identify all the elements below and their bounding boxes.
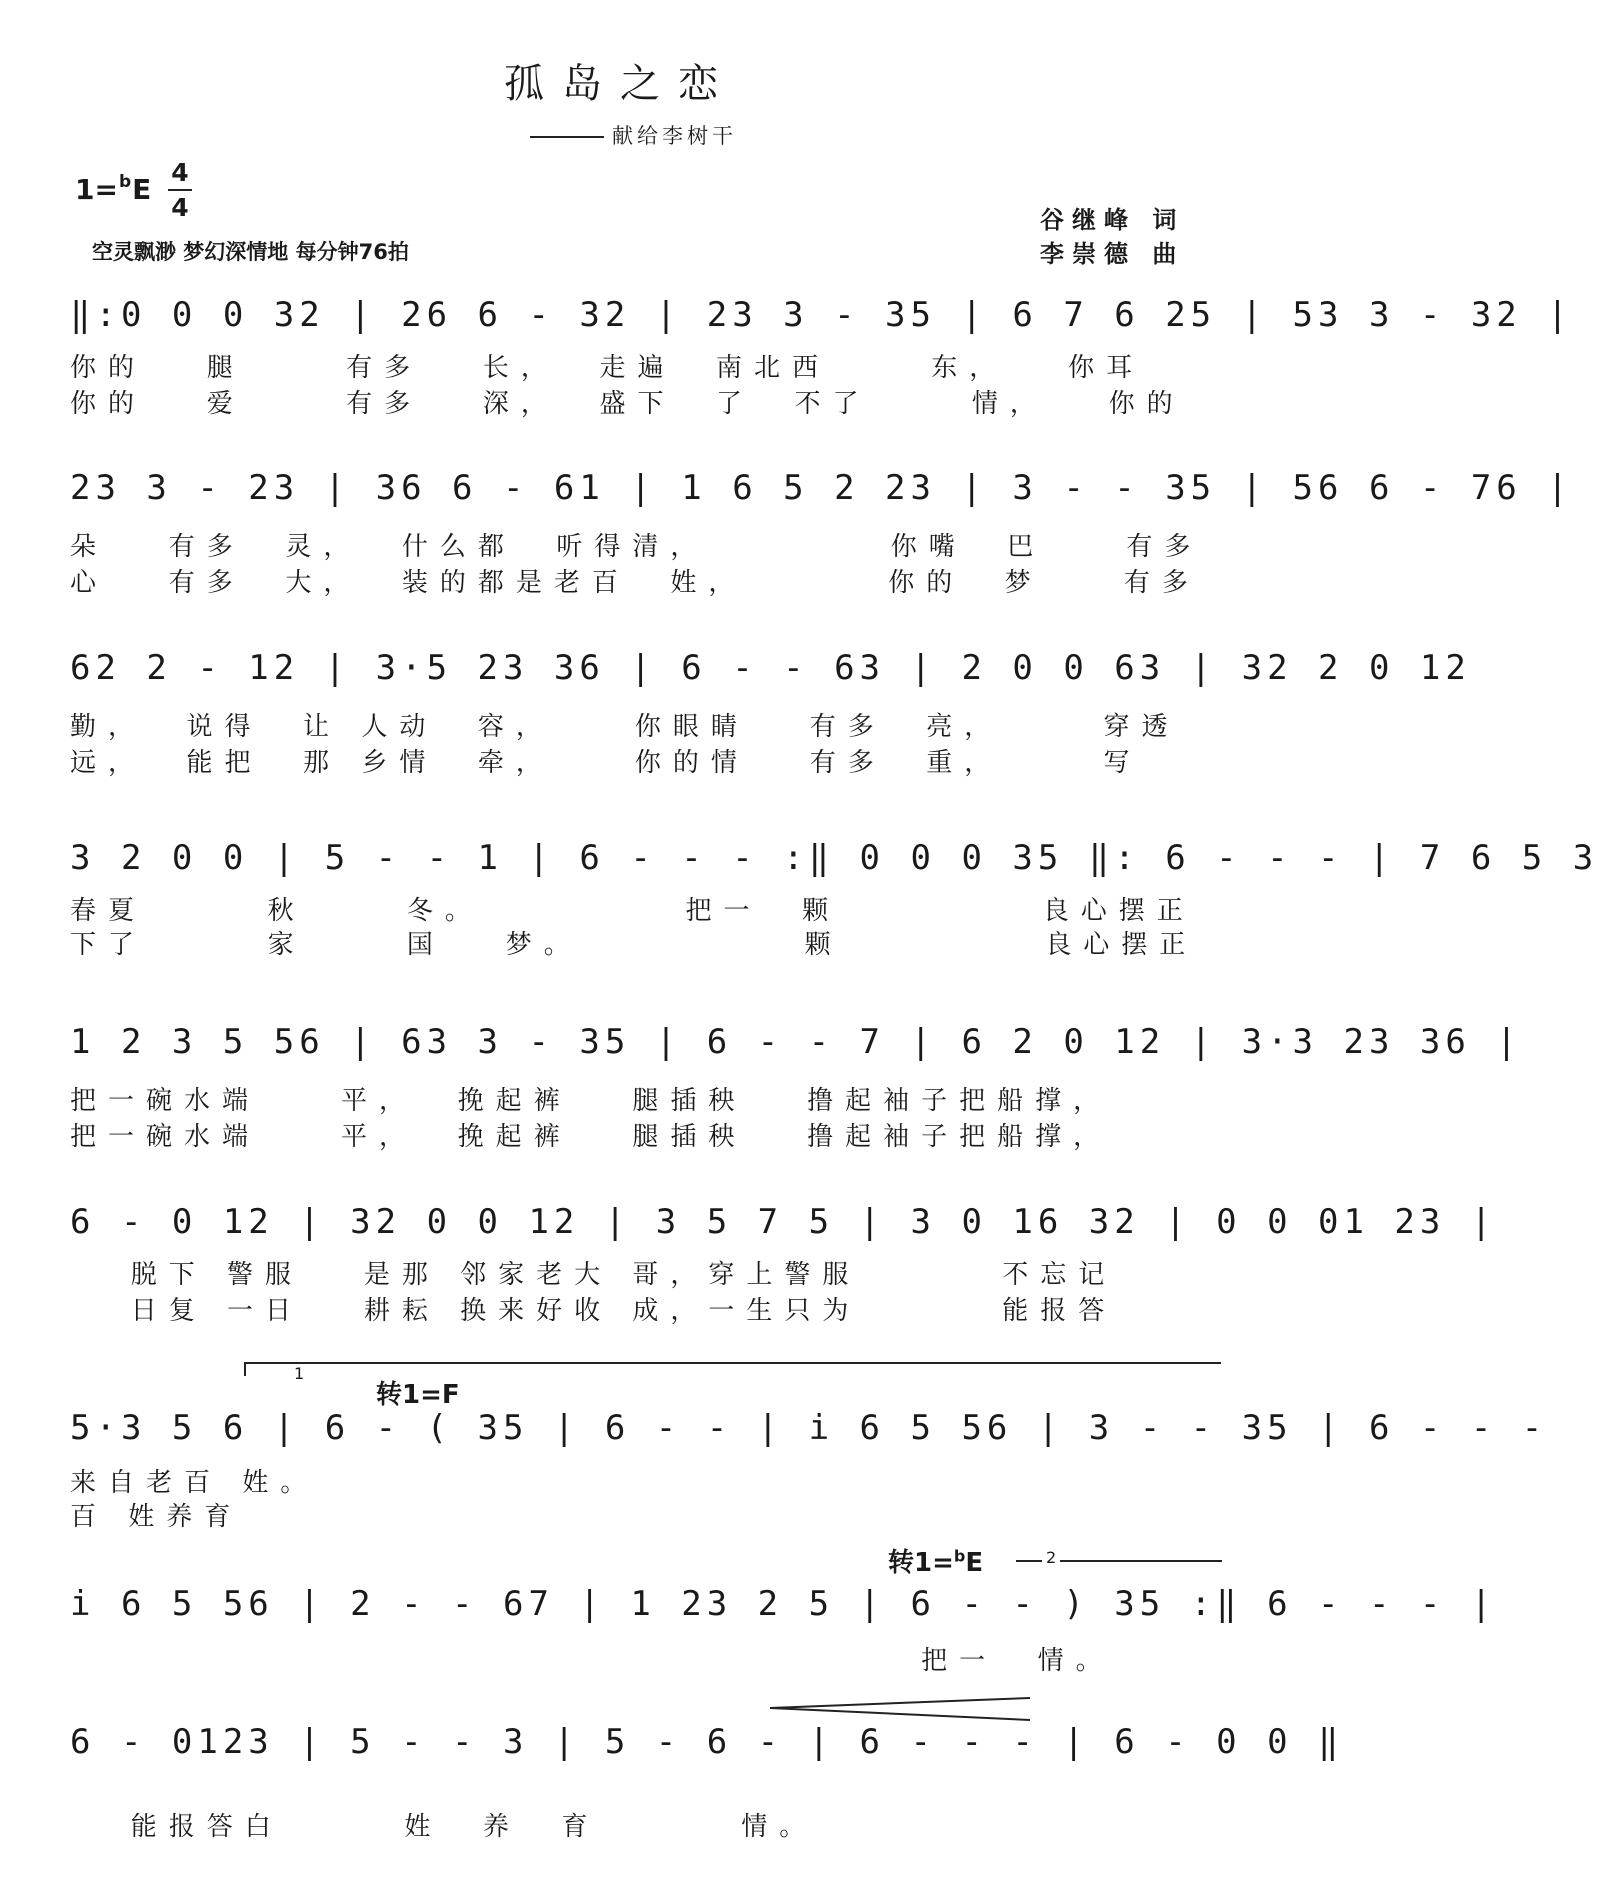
notation-line: 6 - 0 12 | 32 0 0 12 | 3 5 7 5 | 3 0 16 32 | 0 0 01 23 | (70, 1202, 1497, 1242)
lyric-verse-1: 你的 腿 有多 长， 走遍 南北西 东， 你耳 (70, 353, 1145, 383)
notation-line: 1 2 3 5 56 | 63 3 - 35 | 6 - - 7 | 6 2 0 12 | 3·3 23 36 | (70, 1022, 1522, 1062)
lyric-verse-1: 能报答白 姓 养 育 情。 (70, 1812, 818, 1842)
lyric-verse-1: 朵 有多 灵， 什么都 听得清， 你嘴 巴 有多 (70, 532, 1203, 562)
modulation-eb-flat: b (953, 1546, 966, 1566)
lyric-verse-1: 把一碗水端 平， 挽起裤 腿插秧 撸起袖子把船撑， (70, 1086, 1112, 1116)
notation-line: i 6 5 56 | 2 - - 67 | 1 23 2 5 | 6 - - ) 35 :‖ 6 - - - | (70, 1584, 1497, 1624)
dedication-dash (530, 136, 604, 138)
volta-1-label: 1 (294, 1364, 305, 1383)
modulation-eb-prefix: 转1= (888, 1548, 954, 1578)
lyric-verse-2: 百 姓养育 (70, 1502, 243, 1532)
notation-line: ‖:0 0 0 32 | 26 6 - 32 | 23 3 - 35 | 6 7 6 25 | 53 3 - 32 | (70, 295, 1573, 335)
lyric-verse-1: 来自老百 姓。 (70, 1468, 319, 1498)
dedication (530, 120, 737, 150)
time-bar (168, 189, 192, 191)
notation-line: 5·3 5 6 | 6 - ( 35 | 6 - - | i 6 5 56 | 3 - - 35 | 6 - - - (70, 1408, 1548, 1448)
volta-2-label: 2 (1042, 1548, 1060, 1567)
lyric-verse-1: 勤， 说得 让 人动 容， 你眼睛 有多 亮， 穿透 (70, 712, 1180, 742)
tempo-marking: 空灵飘渺 梦幻深情地 每分钟76拍 (92, 240, 409, 264)
time-bottom: 4 (171, 193, 189, 222)
key-flat: b (118, 172, 132, 192)
lyric-verse-2: 心 有多 大， 装的都是老百 姓， 你的 梦 有多 (70, 568, 1200, 598)
lyric-verse-2: 远， 能把 那 乡情 牵， 你的情 有多 重， 写 (70, 748, 1142, 778)
lyric-verse-2: 你的 爱 有多 深， 盛下 了 不了 情， 你的 (70, 389, 1185, 419)
lyric-verse-2: 日复 一日 耕耘 换来好收 成，一生只为 能报答 (70, 1296, 1117, 1326)
notation-line: 6 - 0123 | 5 - - 3 | 5 - 6 - | 6 - - - | 6 - 0 0 ‖ (70, 1722, 1344, 1762)
lyric-verse-2: 把一碗水端 平， 挽起裤 腿插秧 撸起袖子把船撑， (70, 1122, 1112, 1152)
notation-line: 23 3 - 23 | 36 6 - 61 | 1 6 5 2 23 | 3 - - 35 | 56 6 - 76 | (70, 468, 1573, 508)
lyric-verse-1: 把一 情。 (70, 1646, 1114, 1676)
lyricist-credit: 谷继峰 词 (1040, 206, 1185, 234)
notation-line: 3 2 0 0 | 5 - - 1 | 6 - - - :‖ 0 0 0 35 ‖: 6 - - - | 7 6 5 3 (70, 838, 1598, 878)
modulation-eb-letter: E (965, 1548, 984, 1578)
notation-line: 62 2 - 12 | 3·5 23 36 | 6 - - 63 | 2 0 0 63 | 32 2 0 12 (70, 648, 1471, 688)
key-prefix: 1= (75, 173, 118, 206)
time-signature (168, 160, 192, 220)
key-signature (75, 172, 151, 206)
modulation-to-f: 转1=F (376, 1380, 460, 1410)
composer-credit: 李崇德 曲 (1040, 240, 1185, 268)
song-title: 孤岛之恋 (504, 61, 736, 107)
modulation-to-eb (888, 1542, 983, 1579)
time-top: 4 (171, 158, 189, 187)
lyric-verse-2: 下了 家 国 梦。 颗 良心摆正 (70, 930, 1198, 960)
hairpin-upper (770, 1698, 1030, 1708)
hairpin-lower (770, 1708, 1030, 1720)
dedication-text: 献给李树干 (612, 124, 737, 148)
volta-2 (1016, 1548, 1222, 1574)
lyric-verse-1: 春夏 秋 冬。 把一 颗 良心摆正 (70, 896, 1195, 926)
lyric-verse-1: 脱下 警服 是那 邻家老大 哥，穿上警服 不忘记 (70, 1260, 1117, 1290)
key-letter: E (132, 173, 152, 206)
